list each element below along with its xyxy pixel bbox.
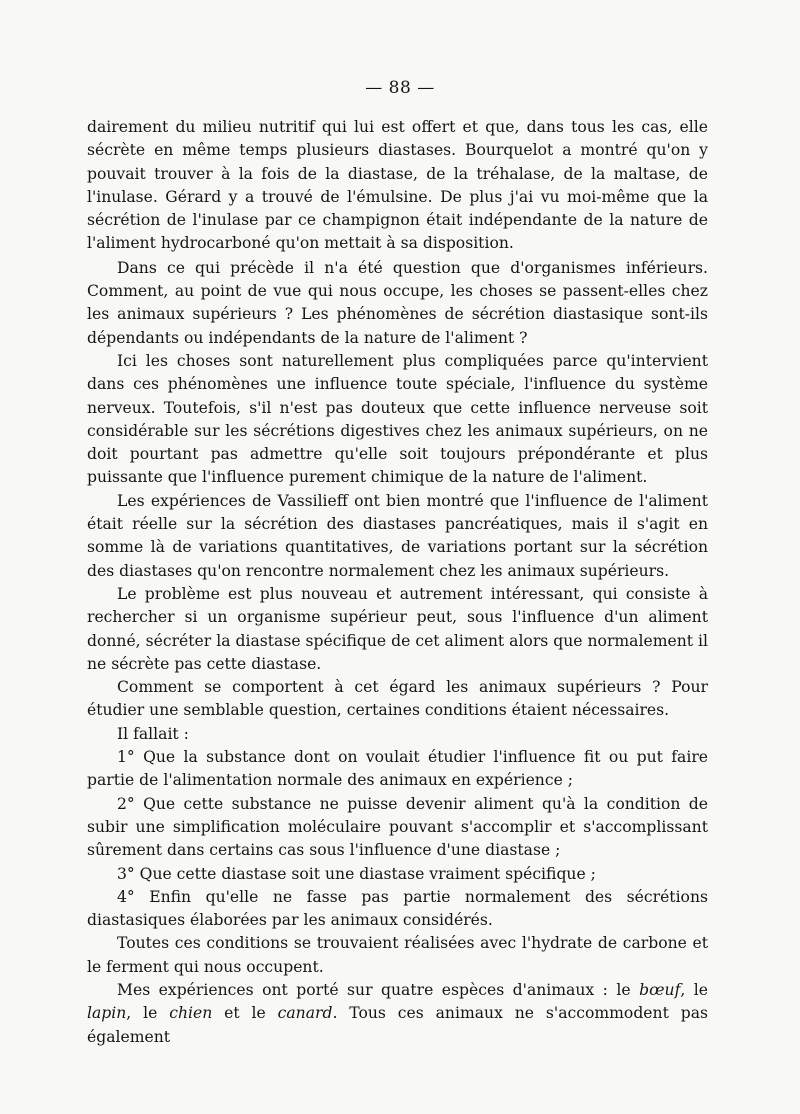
list-item: 2° Que cette substance ne puisse devenir aliment qu'à la condition de subir une simplification moléculaire pouvant s'accomplir et s'accomplissant sûrement dans certains cas sous l'influence d'une diastase ; bbox=[87, 794, 708, 860]
paragraph: Dans ce qui précède il n'a été question que d'organismes inférieurs. Comment, au point de vue qui nous occupe, les choses se passent-elles chez les animaux supérieurs ? Les phénomènes de sécrétion diastasique sont-ils dépendants ou indépendants de la nature de l'aliment ? bbox=[87, 258, 708, 347]
text-run: Mes expériences ont porté sur quatre espèces d'animaux : le bbox=[117, 980, 640, 999]
italic-text: bœuf bbox=[639, 980, 681, 999]
paragraph: Toutes ces conditions se trouvaient réalisées avec l'hydrate de carbone et le ferment qui nous occupent. bbox=[87, 934, 708, 976]
paragraph: Il fallait : bbox=[117, 724, 189, 743]
text-run: , le bbox=[680, 980, 708, 999]
italic-text: canard bbox=[277, 1004, 333, 1023]
paragraph-continuation: dairement du milieu nutritif qui lui est offert et que, dans tous les cas, elle sécrète en même temps plusieurs diastases. Bourquelot a montré qu'on y pouvait trouver à la fois de la diastase, de la tréhalase, de la maltase, de l'inulase. Gérard y a trouvé de l'émulsine. De plus j'ai vu moi-même que la sécrétion de l'inulase par ce champignon était indépendante de la nature de l'aliment hydrocarboné qu'on mettait à sa disposition. bbox=[87, 118, 708, 253]
body-text bbox=[87, 116, 708, 1049]
italic-text: chien bbox=[169, 1004, 213, 1023]
paragraph: Les expériences de Vassilieff ont bien montré que l'influence de l'aliment était réelle sur la sécrétion des diastases pancréatiques, mais il s'agit en somme là de variations quantitatives, de variations portant sur la sécrétion des diastases qu'on rencontre normalement chez les animaux supérieurs. bbox=[87, 491, 708, 580]
text-run: . Tous ces animaux ne s'accommodent pas également bbox=[87, 1004, 708, 1046]
list-item: 1° Que la substance dont on voulait étudier l'influence fit ou put faire partie de l'alimentation normale des animaux en expérience ; bbox=[87, 748, 708, 790]
paragraph: Le problème est plus nouveau et autrement intéressant, qui consiste à rechercher si un organisme supérieur peut, sous l'influence d'un aliment donné, sécréter la diastase spécifique de cet aliment alors que normalement il ne sécrète pas cette diastase. bbox=[87, 584, 708, 673]
paragraph-last bbox=[87, 979, 708, 1049]
text-run: , le bbox=[126, 1004, 170, 1023]
page-number: — 88 — bbox=[365, 78, 435, 98]
list-item: 3° Que cette diastase soit une diastase vraiment spécifique ; bbox=[117, 864, 596, 883]
paragraph: Ici les choses sont naturellement plus compliquées parce qu'intervient dans ces phénomènes une influence toute spéciale, l'influence du système nerveux. Toutefois, s'il n'est pas douteux que cette influence nerveuse soit considérable sur les sécrétions digestives chez les animaux supérieurs, on ne doit pourtant pas admettre qu'elle soit toujours prépondérante et plus puissante que l'influence purement chimique de la nature de l'aliment. bbox=[87, 351, 708, 487]
italic-text: lapin bbox=[87, 1004, 127, 1023]
list-item: 4° Enfin qu'elle ne fasse pas partie normalement des sécrétions diastasiques élaborées par les animaux considérés. bbox=[87, 887, 708, 930]
paragraph: Comment se comportent à cet égard les animaux supérieurs ? Pour étudier une semblable question, certaines conditions étaient nécessaires. bbox=[87, 678, 708, 720]
text-run: et le bbox=[212, 1004, 278, 1023]
